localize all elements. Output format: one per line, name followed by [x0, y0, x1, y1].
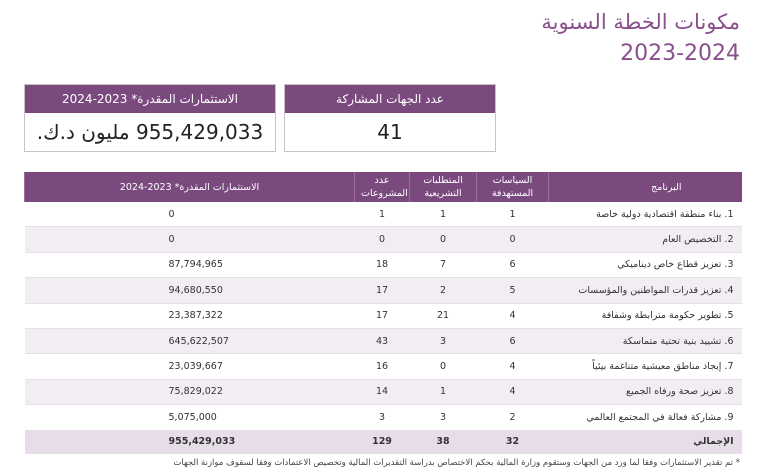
cell-investments: 87,794,965	[25, 252, 355, 277]
cell-projects: 3	[355, 405, 410, 430]
cell-policies: 6	[477, 252, 549, 277]
table-row	[25, 354, 742, 379]
table-row	[25, 379, 742, 404]
investments-value: 955,429,033 مليون د.ك.	[25, 113, 275, 151]
table-total-row	[25, 430, 742, 453]
participants-card	[284, 84, 496, 152]
cell-investments: 75,829,022	[25, 379, 355, 404]
cell-investments: 23,039,667	[25, 354, 355, 379]
cell-policies: 0	[477, 227, 549, 252]
header-investments: الاستثمارات المقدرة* 2023-2024	[25, 172, 355, 202]
table-row	[25, 303, 742, 328]
cell-requirements: 0	[410, 227, 477, 252]
header-policies: السياسات المستهدفة	[477, 172, 549, 202]
cell-projects: 18	[355, 252, 410, 277]
total-projects: 129	[355, 430, 410, 453]
total-requirements: 38	[410, 430, 477, 453]
cell-policies: 1	[477, 202, 549, 227]
cell-requirements: 3	[410, 328, 477, 353]
participants-label: عدد الجهات المشاركة	[285, 85, 495, 113]
cell-projects: 14	[355, 379, 410, 404]
header-requirements: المتطلبات التشريعية	[410, 172, 477, 202]
cell-investments: 0	[25, 202, 355, 227]
cell-program: 6. تشييد بنية تحتية متماسكة	[549, 328, 742, 353]
cell-projects: 43	[355, 328, 410, 353]
total-investments: 955,429,033	[25, 430, 355, 453]
table-row	[25, 252, 742, 277]
header-program: البرنامج	[549, 172, 742, 202]
cell-projects: 0	[355, 227, 410, 252]
cell-program: 5. تطوير حكومة مترابطة وشفافة	[549, 303, 742, 328]
cell-policies: 4	[477, 354, 549, 379]
investments-label: الاستثمارات المقدرة* 2023-2024	[25, 85, 275, 113]
cell-program: 4. تعزيز قدرات المواطنين والمؤسسات	[549, 278, 742, 303]
cell-requirements: 0	[410, 354, 477, 379]
cell-program: 3. تعزيز قطاع خاص ديناميكي	[549, 252, 742, 277]
programs-table	[24, 172, 742, 454]
cell-requirements: 1	[410, 379, 477, 404]
page-title	[541, 6, 740, 70]
cell-program: 9. مشاركة فعالة في المجتمع العالمي	[549, 405, 742, 430]
title-text: مكونات الخطة السنوية	[541, 10, 740, 34]
cell-program: 8. تعزيز صحة ورفاه الجميع	[549, 379, 742, 404]
cell-investments: 645,622,507	[25, 328, 355, 353]
table-row	[25, 227, 742, 252]
table-header-row	[25, 172, 742, 202]
header-projects: عدد المشروعات	[355, 172, 410, 202]
table-row	[25, 328, 742, 353]
cell-requirements: 7	[410, 252, 477, 277]
cell-policies: 4	[477, 379, 549, 404]
cell-requirements: 2	[410, 278, 477, 303]
cell-policies: 6	[477, 328, 549, 353]
table-row	[25, 405, 742, 430]
total-program: الإجمالي	[549, 430, 742, 453]
cell-projects: 16	[355, 354, 410, 379]
cell-projects: 17	[355, 278, 410, 303]
total-policies: 32	[477, 430, 549, 453]
title-years: 2023-2024	[620, 41, 740, 66]
cell-investments: 94,680,550	[25, 278, 355, 303]
cell-program: 1. بناء منطقة اقتصادية دولية خاصة	[549, 202, 742, 227]
cell-policies: 4	[477, 303, 549, 328]
cell-projects: 1	[355, 202, 410, 227]
cell-projects: 17	[355, 303, 410, 328]
investments-card	[24, 84, 276, 152]
table-row	[25, 202, 742, 227]
cell-program: 2. التخصيص العام	[549, 227, 742, 252]
cell-policies: 5	[477, 278, 549, 303]
cell-requirements: 21	[410, 303, 477, 328]
footnote: * تم تقدير الاستثمارات وفقا لما ورد من الجهات وستقوم وزارة المالية بحكم الاختصاص بدراسة التقديرات المالية وتخصيص الاعتمادات وفقا لسقوف موازنة الجهات	[173, 458, 740, 468]
table-row	[25, 278, 742, 303]
cell-investments: 5,075,000	[25, 405, 355, 430]
cell-investments: 0	[25, 227, 355, 252]
cell-requirements: 1	[410, 202, 477, 227]
cell-investments: 23,387,322	[25, 303, 355, 328]
cell-policies: 2	[477, 405, 549, 430]
cell-program: 7. إيجاد مناطق معيشية متناغمة بيئياً	[549, 354, 742, 379]
cell-requirements: 3	[410, 405, 477, 430]
participants-value: 41	[285, 113, 495, 151]
